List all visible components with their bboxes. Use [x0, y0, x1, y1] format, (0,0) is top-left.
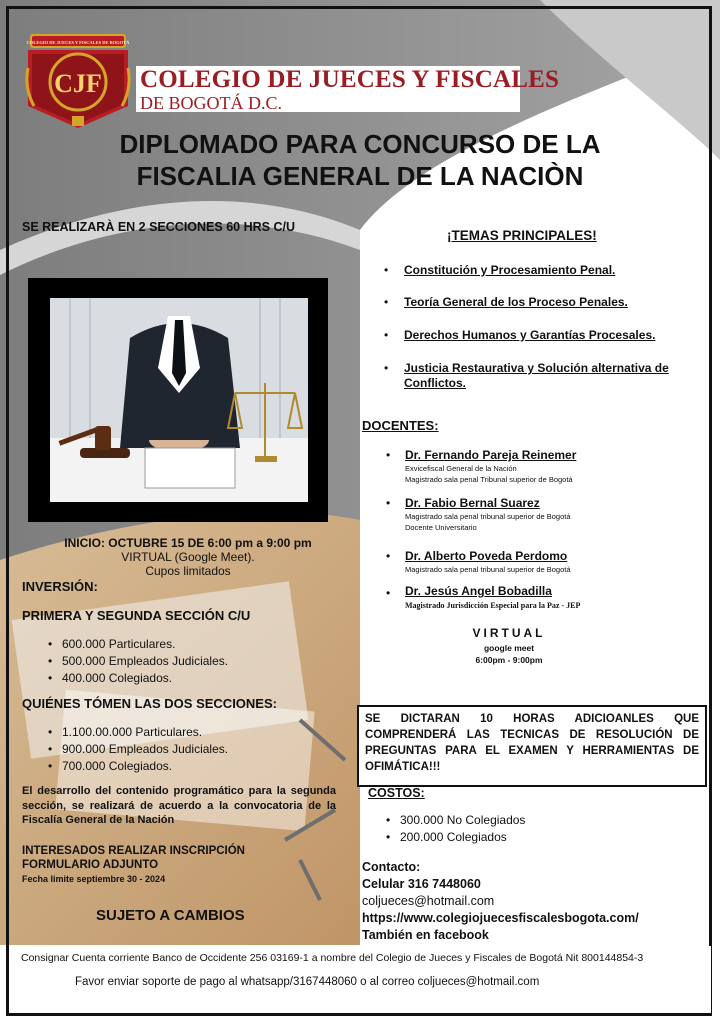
- org-location: DE BOGOTÁ D.C.: [140, 93, 282, 113]
- costs-heading: COSTOS:: [368, 786, 425, 800]
- schedule-block: [54, 536, 322, 578]
- teacher-role: Docente Universitario: [405, 523, 477, 532]
- bullet-icon: •: [384, 328, 389, 342]
- topic-item: Justicia Restaurativa y Solución alternativa de Conflictos.: [404, 361, 669, 390]
- bullet-icon: •: [386, 586, 391, 600]
- teachers-heading: DOCENTES:: [362, 418, 439, 433]
- teacher-name: Dr. Fernando Pareja Reinemer: [405, 448, 577, 462]
- registration-deadline: Fecha limite septiembre 30 - 2024: [22, 874, 166, 884]
- list-item: • 200.000 Colegiados: [382, 829, 525, 846]
- teacher-role: Magistrado sala penal tribunal superior de Bogotá: [405, 512, 571, 521]
- judge-photo: [50, 298, 308, 502]
- start-date: INICIO: OCTUBRE 15 DE 6:00 pm a 9:00 pm: [64, 536, 312, 550]
- virtual-platform: google meet: [483, 643, 535, 653]
- section-price-heading: PRIMERA Y SEGUNDA SECCIÓN C/U: [22, 608, 251, 623]
- bullet-icon: •: [384, 263, 389, 277]
- teacher-name: Dr. Jesús Angel Bobadilla: [405, 584, 552, 598]
- registration-line-2: FORMULARIO ADJUNTO: [22, 859, 159, 871]
- limited-seats: Cupos limitados: [145, 564, 231, 578]
- org-seal: [24, 28, 132, 132]
- bullet-icon: •: [384, 295, 389, 309]
- list-item: • 600.000 Particulares.: [44, 636, 228, 653]
- title-line-1: DIPLOMADO PARA CONCURSO DE LA: [119, 129, 601, 159]
- teacher-role: Magistrado Jurisdicción Especial para la Paz - JEP: [405, 601, 581, 610]
- bullet-icon: •: [386, 549, 391, 563]
- payment-instructions: Favor enviar soporte de pago al whatsapp/3167448060 o al correo coljueces@hotmail.com: [75, 976, 540, 988]
- seal-ribbon-text: COLEGIO DE JUECES Y FISCALES DE BOGOTÁ: [26, 40, 130, 45]
- investment-heading: INVERSIÓN:: [22, 579, 98, 594]
- org-name: COLEGIO DE JUECES Y FISCALES: [140, 66, 560, 93]
- bullet-icon: •: [384, 361, 389, 375]
- virtual-hours: 6:00pm - 9:00pm: [475, 655, 543, 665]
- list-item: • 900.000 Empleados Judiciales.: [44, 741, 228, 758]
- development-note: El desarrollo del contenido programático para la segunda sección, se realizará de acuerdo a la convocatoria de la Fiscalía General de la Nación: [22, 785, 336, 826]
- virtual-block: [449, 626, 569, 665]
- list-item: • 1.100.00.000 Particulares.: [44, 724, 228, 741]
- teacher-role: Magistrado sala penal Tribunal superior de Bogotá: [405, 475, 573, 484]
- teacher-role: Magistrado sala penal tribunal superior de Bogotá: [405, 565, 571, 574]
- virtual-label: VIRTUAL: [472, 626, 546, 640]
- subject-to-change: SUJETO A CAMBIOS: [96, 907, 245, 924]
- page-title: [40, 128, 680, 192]
- bullet-icon: •: [386, 448, 391, 462]
- title-line-2: FISCALIA GENERAL DE LA NACIÒN: [136, 161, 584, 191]
- teacher-name: Dr. Alberto Poveda Perdomo: [405, 549, 568, 563]
- both-sections-price-list: [44, 724, 228, 775]
- list-item: • 500.000 Empleados Judiciales.: [44, 653, 228, 670]
- org-name-block: [136, 66, 560, 113]
- list-item: • 300.000 No Colegiados: [382, 812, 525, 829]
- topics-heading: ¡TEMAS PRINCIPALES!: [447, 228, 597, 243]
- topic-item: Derechos Humanos y Garantías Procesales.: [404, 328, 656, 342]
- footer: [9, 946, 711, 1013]
- facebook-note: También en facebook: [362, 928, 489, 942]
- contact-phone: Celular 316 7448060: [362, 877, 481, 891]
- list-item: • 400.000 Colegiados.: [44, 670, 228, 687]
- costs-list: [382, 812, 525, 846]
- list-item: • 700.000 Colegiados.: [44, 758, 228, 775]
- teacher-role: Exvicefiscal General de la Nación: [405, 464, 517, 473]
- contact-block: [362, 859, 639, 944]
- seal-initials: CJF: [54, 69, 102, 98]
- registration-line-1: INTERESADOS REALIZAR INSCRIPCIÓN: [22, 845, 245, 857]
- registration-block: [22, 844, 245, 886]
- bank-account-info: Consignar Cuenta corriente Banco de Occidente 256 03169-1 a nombre del Colegio de Jueces y Fiscales de Bogotá Nit 800144854-3: [21, 952, 644, 964]
- topic-item: Constitución y Procesamiento Penal.: [404, 263, 616, 277]
- topic-item: Teoría General de los Proceso Penales.: [404, 295, 628, 309]
- contact-heading: Contacto:: [362, 860, 421, 874]
- website-link[interactable]: https://www.colegiojuecesfiscalesbogota.com/: [362, 911, 639, 925]
- modality: VIRTUAL (Google Meet).: [121, 550, 255, 564]
- section-price-list: [44, 636, 228, 687]
- both-sections-heading: QUIÉNES TÓMEN LAS DOS SECCIONES:: [22, 696, 277, 711]
- extra-hours-notice: SE DICTARAN 10 HORAS ADICIOANLES QUE COMPRENDERÁ LAS TECNICAS DE RESOLUCIÓN DE PREGUNTAS PARA EL EXAMEN Y HERRAMIENTAS DE OFIMÁTICA!!!: [357, 705, 707, 787]
- teacher-name: Dr. Fabio Bernal Suarez: [405, 496, 540, 510]
- contact-email[interactable]: coljueces@hotmail.com: [362, 894, 495, 908]
- bullet-icon: •: [386, 496, 391, 510]
- sessions-subtitle: SE REALIZARÀ EN 2 SECCIONES 60 HRS C/U: [22, 220, 295, 234]
